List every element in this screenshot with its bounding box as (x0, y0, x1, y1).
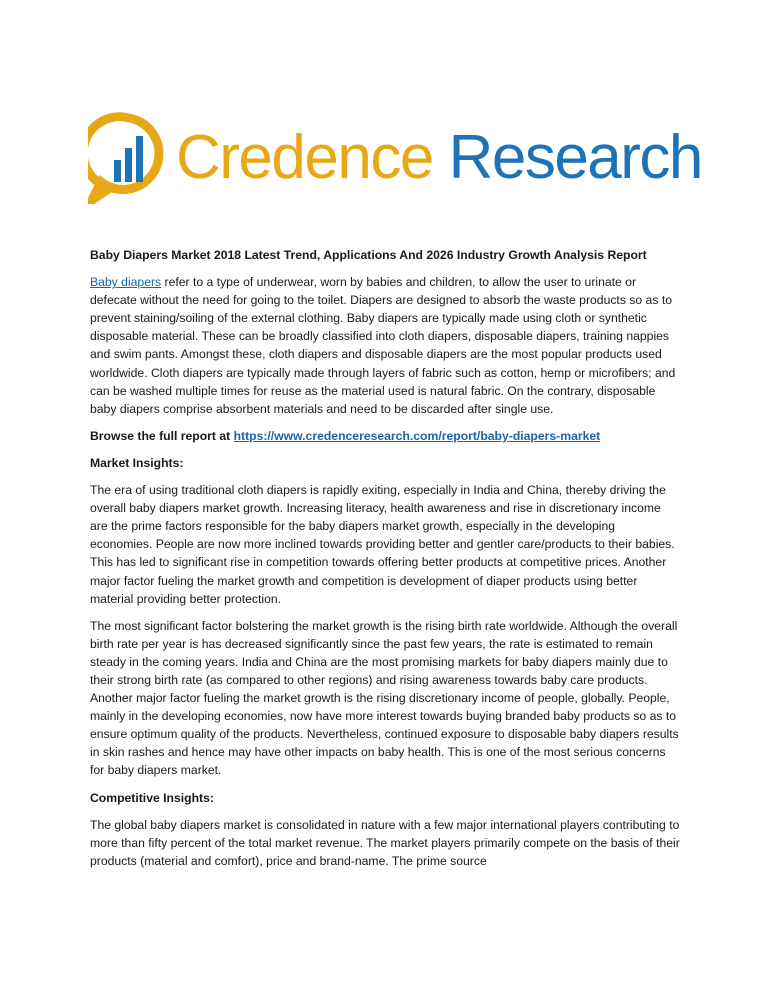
browse-report-line (90, 427, 680, 445)
full-report-link[interactable]: https://www.credenceresearch.com/report/baby-diapers-market (233, 428, 601, 443)
credence-research-logo (88, 112, 702, 204)
browse-label: Browse the full report at (90, 428, 234, 443)
competitive-insights-paragraph: The global baby diapers market is consolidated in nature with a few major international players contributing to more than fifty percent of the total market revenue. The market players primarily compete on the basis of their products (material and comfort), price and brand-name. The prime source (90, 817, 680, 868)
bar-chart-speech-bubble-icon (88, 112, 170, 204)
intro-text: refer to a type of underwear, worn by babies and children, to allow the user to urinate or defecate without the need for going to the toilet. Diapers are designed to absorb the waste products so as to prevent staining/soiling of the external clothing. Baby diapers are typically made using cloth or synthetic disposable material. These can be broadly classified into cloth diapers, disposable diapers, training nappies and swim pants. Amongst these, cloth diapers and disposable diapers are the most popular products used worldwide. Cloth diapers are typically made through layers of fabric such as cotton, hemp or microfibers; and can be washed multiple times for reuse as the material used is natural fabric. On the contrary, disposable baby diapers comprise absorbent materials and need to be discarded after single use. (90, 275, 676, 416)
market-insights-paragraph-2: The most significant factor bolstering the market growth is the rising birth rate worldwide. Although the overall birth rate per year is has decreased significantly since the past few years, the rate is estimated to remain steady in the coming years. India and China are the most promising markets for baby diapers mainly due to their strong birth rate (as compared to other regions) and rising awareness towards baby care products. Another major factor fueling the market growth is the rising discretionary income of people, globally. People, mainly in the developing economies, now have more interest towards buying branded baby products so as to ensure optimum quality of the products. Nevertheless, continued exposure to disposable baby diapers results in skin rashes and hence may have other impacts on baby health. This is one of the most serious concerns for baby diapers market. (90, 618, 679, 778)
logo-word-research: Research (448, 123, 702, 192)
market-insights-heading: Market Insights: (90, 455, 184, 470)
logo-word-credence: Credence (176, 123, 433, 192)
document-title: Baby Diapers Market 2018 Latest Trend, Applications And 2026 Industry Growth Analysis Report (90, 248, 647, 262)
competitive-insights-heading: Competitive Insights: (90, 790, 214, 805)
baby-diapers-link[interactable]: Baby diapers (90, 275, 162, 290)
intro-paragraph (90, 273, 680, 418)
market-insights-paragraph-1: The era of using traditional cloth diapers is rapidly exiting, especially in India and China, thereby driving the overall baby diapers market growth. Increasing literacy, health awareness and rise in discretionary income are the prime factors responsible for the baby diapers market growth, especially in the developing economies. People are now more inclined towards providing better and gentler care/products to their babies. This has led to significant rise in competition towards offering better products at competitive prices. Another major factor fueling the market growth and competition is development of diaper products using better material providing better protection. (90, 483, 675, 606)
logo-wordmark (176, 123, 702, 192)
document-body (90, 246, 680, 879)
